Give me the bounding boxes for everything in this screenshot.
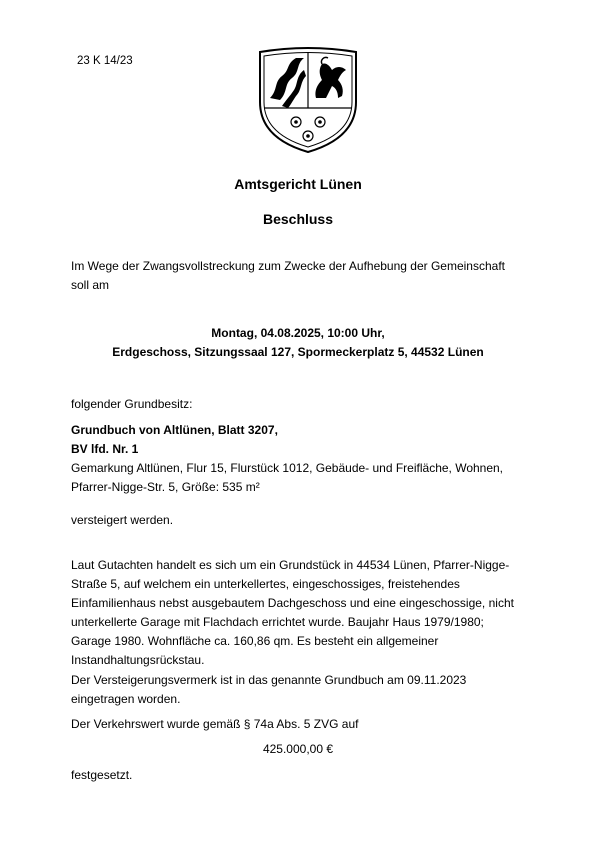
document-title: Beschluss (262, 211, 334, 227)
registration-line: Der Versteigerungsvermerk ist in das genannte Grundbuch am 09.11.2023 (71, 673, 467, 687)
appraisal-line: Laut Gutachten handelt es sich um ein Grundstück in 44534 Lünen, Pfarrer-Nigge- (71, 558, 510, 572)
auction-phrase: versteigert werden. (71, 513, 174, 527)
register-line-bold: BV lfd. Nr. 1 (71, 442, 139, 456)
court-name: Amtsgericht Lünen (234, 176, 362, 192)
registration-paragraph (71, 671, 531, 709)
closing-text: festgesetzt. (71, 768, 133, 782)
hearing-info (0, 324, 596, 362)
intro-line: Im Wege der Zwangsvollstreckung zum Zwecke der Aufhebung der Gemeinschaft (71, 259, 505, 273)
register-line: Pfarrer-Nigge-Str. 5, Größe: 535 m² (71, 480, 260, 494)
appraisal-line: Garage 1980. Wohnfläche ca. 160,86 qm. Es besteht ein allgemeiner (71, 634, 439, 648)
appraisal-paragraph (71, 556, 531, 670)
intro-paragraph (71, 257, 531, 295)
registration-line: eingetragen worden. (71, 692, 181, 706)
register-line-bold: Grundbuch von Altlünen, Blatt 3207, (71, 423, 278, 437)
case-number: 23 K 14/23 (77, 55, 133, 67)
appraisal-line: Einfamilienhaus nebst ausgebautem Dachgeschoss und eine eingeschossige, nicht (71, 596, 514, 610)
property-intro: folgender Grundbesitz: (71, 397, 193, 411)
nrw-coat-of-arms-icon (256, 46, 360, 154)
appraisal-line: Straße 5, auf welchem ein unterkellertes, eingeschossiges, freistehendes (71, 577, 460, 591)
intro-line: soll am (71, 278, 110, 292)
appraisal-line: unterkellerte Garage mit Flachdach errichtet wurde. Baujahr Haus 1979/1980; (71, 615, 484, 629)
market-value-text: Der Verkehrswert wurde gemäß § 74a Abs. 5 ZVG auf (71, 717, 359, 731)
appraisal-line: Instandhaltungsrückstau. (71, 653, 205, 667)
land-register-entry (71, 421, 531, 497)
hearing-date-time: Montag, 04.08.2025, 10:00 Uhr, (211, 326, 385, 340)
market-value: 425.000,00 € (262, 742, 334, 756)
register-line: Gemarkung Altlünen, Flur 15, Flurstück 1012, Gebäude- und Freifläche, Wohnen, (71, 461, 504, 475)
hearing-location: Erdgeschoss, Sitzungssaal 127, Spormeckerplatz 5, 44532 Lünen (112, 345, 484, 359)
